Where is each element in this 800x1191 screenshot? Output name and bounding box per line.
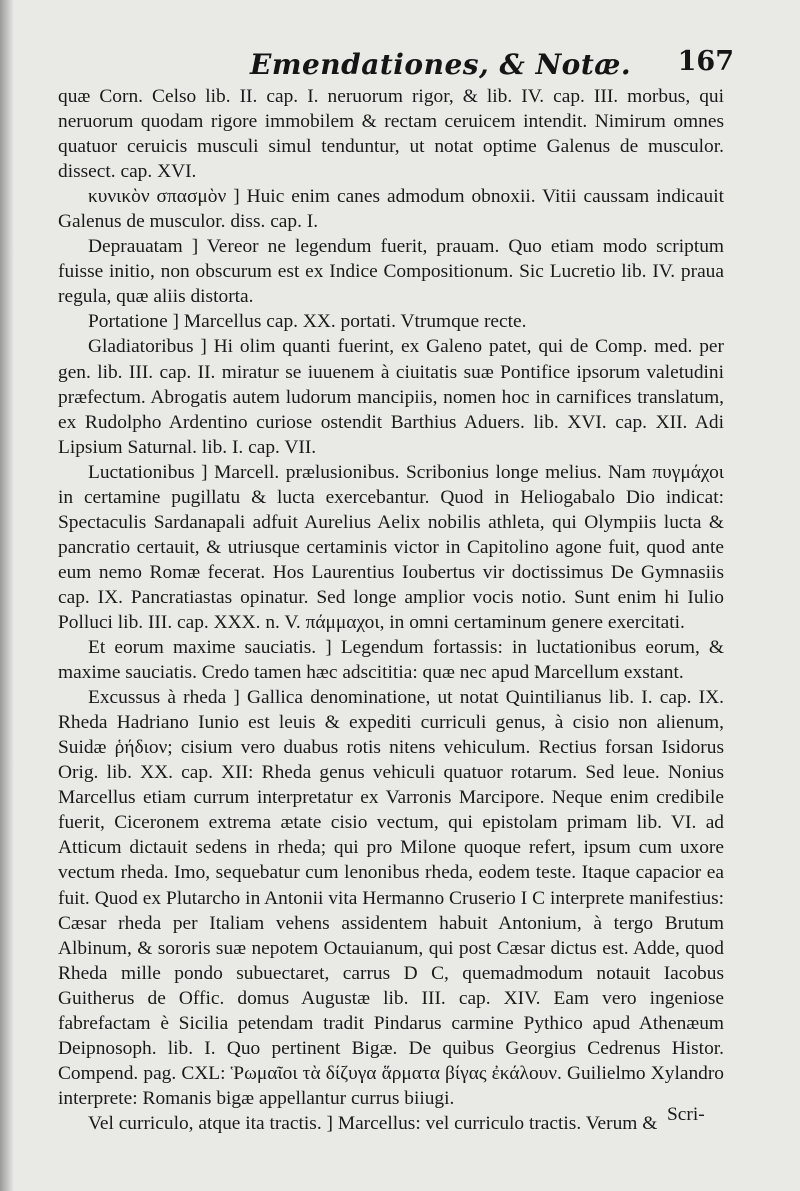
paragraph: Excussus à rheda ] Gallica denominatione, ut notat Quintilianus lib. I. cap. IX. Rheda Hadriano Iunio est leuis & expediti curriculi genus, à cisio non alienum, Suidæ ῥήδιον; cisium vero duabus rotis nitens vehiculum. Rectius forsan Isidorus Orig. lib. XX. cap. XII: Rheda genus vehiculi quatuor rotarum. Sed leue. Nonius Marcellus etiam currum interpretatur ex Varronis Marcipore. Neque enim credibile fuerit, Ciceronem extrema ætate cisio vectum, qui epistolam primam lib. VI. ad Atticum dictauit sedens in rheda; qui pro Milone quoque refert, ipsum cum uxore vectum rheda. Imo, sequebatur cum lenonibus rheda, eodem teste. Itaque capacior ea fuit. Quod ex Plutarcho in Antonii vita Hermanno Cruserio I C interprete manifestius: Cæsar rheda per Italiam vehens assidentem habuit Antonium, à tergo Brutum Albinum, & sororis suæ nepotem Octauianum, qui post Cæsar dictus est. Adde, quod Rheda mille pondo subuectaret, carrus D C, quemadmodum notauit Iacobus Guitherus de Offic. domus Augustæ lib. III. cap. XIV. Eam vero ingeniose fabrefactam è Sicilia petendam tradit Pindarus carmine Pythico apud Athenæum Deipnosoph. lib. I. Quo pertinent Bigæ. De quibus Georgius Cedrenus Histor. Compend. pag. CXL: Ῥωμαῖοι τὰ δίζυγα ἅρματα βίγας ἐκάλουν. Guilielmo Xylandro interprete: Romanis bigæ appellantur currus biiugi. xyxy=(58,687,724,1109)
page-number: 167 xyxy=(677,46,734,77)
paragraph: quæ Corn. Celso lib. II. cap. I. neruorum rigor, & lib. IV. cap. III. morbus, qui neruorum quodam rigore immobilem & rectam ceruicem intendit. Nimirum omnes quatuor ceruicis musculi simul tenduntur, ut notat optime Galenus de musculor. dissect. cap. XVI. xyxy=(58,86,724,183)
page-edge-shadow xyxy=(0,0,14,1191)
page-header xyxy=(60,46,740,86)
catchword: Scri- xyxy=(667,1104,705,1125)
paragraph: Deprauatam ] Vereor ne legendum fuerit, prauam. Quo etiam modo scriptum fuisse initio, non obscurum est ex Indice Compositionum. Sic Lucretio lib. IV. praua regula, quæ aliis distorta. xyxy=(58,236,724,308)
paragraph: Et eorum maxime sauciatis. ] Legendum fortassis: in luctationibus eorum, & maxime sauciatis. Credo tamen hæc adscititia: quæ nec apud Marcellum exstant. xyxy=(58,637,724,684)
paragraph: κυνικὸν σπασμὸν ] Huic enim canes admodum obnoxii. Vitii caussam indicauit Galenus de musculor. diss. cap. I. xyxy=(58,186,724,233)
paragraph: Luctationibus ] Marcell. prælusionibus. Scribonius longe melius. Nam πυγμάχοι in certamine pugillatu & lucta exercebantur. Quod in Heliogabalo Dio indicat: Spectaculis Sardanapali adfuit Aurelius Aelix nobilis athleta, qui Olympiis lucta & pancratio certauit, & utriusque certaminis victor in Capitolino agone fuit, quod ante eum nemo Romæ fecerat. Hos Laurentius Ioubertus vir doctissimus De Gymnasiis cap. IX. Pancratiastas opinatur. Sed longe amplior vocis notio. Sunt enim hi Iulio Polluci lib. III. cap. XXX. n. V. πάμμαχοι, in omni certaminum genere exercitati. xyxy=(58,461,724,633)
running-head: Emendationes, & Notæ. xyxy=(250,48,632,81)
paragraph: Vel curriculo, atque ita tractis. ] Marcellus: vel curriculo tractis. Verum & xyxy=(88,1112,658,1134)
paragraph: Portatione ] Marcellus cap. XX. portati. Vtrumque recte. xyxy=(88,311,527,333)
body-text xyxy=(58,84,724,1136)
paragraph: Gladiatoribus ] Hi olim quanti fuerint, ex Galeno patet, qui de Comp. med. per gen. lib. III. cap. II. miratur se iuuenem à ciuitatis suæ Pontifice ipsorum valetudini præfectum. Abrogatis autem ludorum mancipiis, nomen hoc in carnifices translatum, ex Rudolpho Ardentino curiose ostendit Barthius Aduers. lib. XVI. cap. XII. Adi Lipsium Saturnal. lib. I. cap. VII. xyxy=(58,336,724,458)
